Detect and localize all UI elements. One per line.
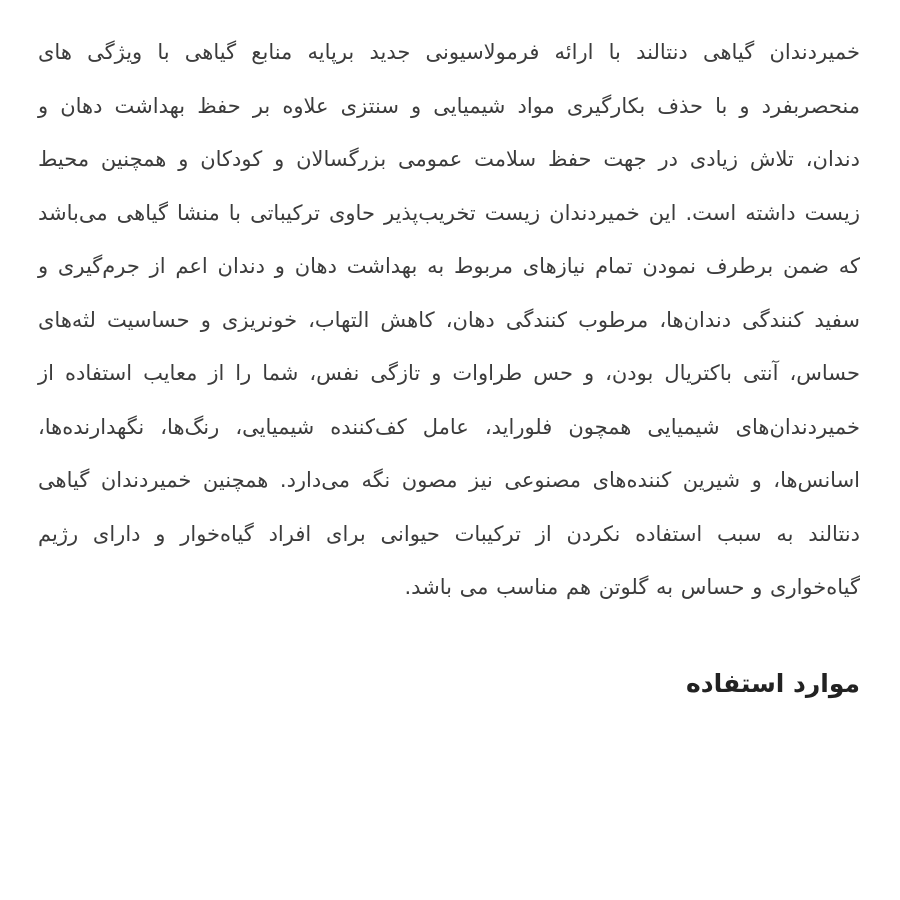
usage-section-heading: موارد استفاده (686, 668, 860, 698)
article-content (38, 26, 860, 704)
product-description-paragraph: خمیردندان گیاهی دنتالند با ارائه فرمولاسیونی جدید برپایه منابع گیاهی با ویژگی های منحصربفرد و با حذف بکارگیری مواد شیمیایی و سنتزی علاوه بر حفظ بهداشت دهان و دندان، تلاش زیادی در جهت حفظ سلامت عمومی بزرگسالان و کودکان و همچنین محیط زیست داشته است. این خمیردندان زیست تخریب‌پذیر حاوی ترکیباتی با منشا گیاهی می‌باشد که ضمن برطرف نمودن تمام نیازهای مربوط به بهداشت دهان و دندان اعم از جرم‌گیری و سفید کنندگی دندان‌ها، مرطوب کنندگی دهان، کاهش التهاب، خونریزی و حساسیت لثه‌های حساس، آنتی باکتریال بودن، و حس طراوات و تازگی نفس، شما را از معایب استفاده از خمیردندان‌های شیمیایی همچون فلوراید، عامل کف‌کننده شیمیایی، رنگ‌ها، نگهدارنده‌ها، اسانس‌ها، و شیرین کننده‌های مصنوعی نیز مصون نگه می‌دارد. همچنین خمیردندان گیاهی دنتالند به سبب استفاده نکردن از ترکیبات حیوانی برای افراد گیاه‌خوار و دارای رژیم گیاه‌خواری و حساس به گلوتن هم مناسب می باشد. (38, 40, 860, 599)
